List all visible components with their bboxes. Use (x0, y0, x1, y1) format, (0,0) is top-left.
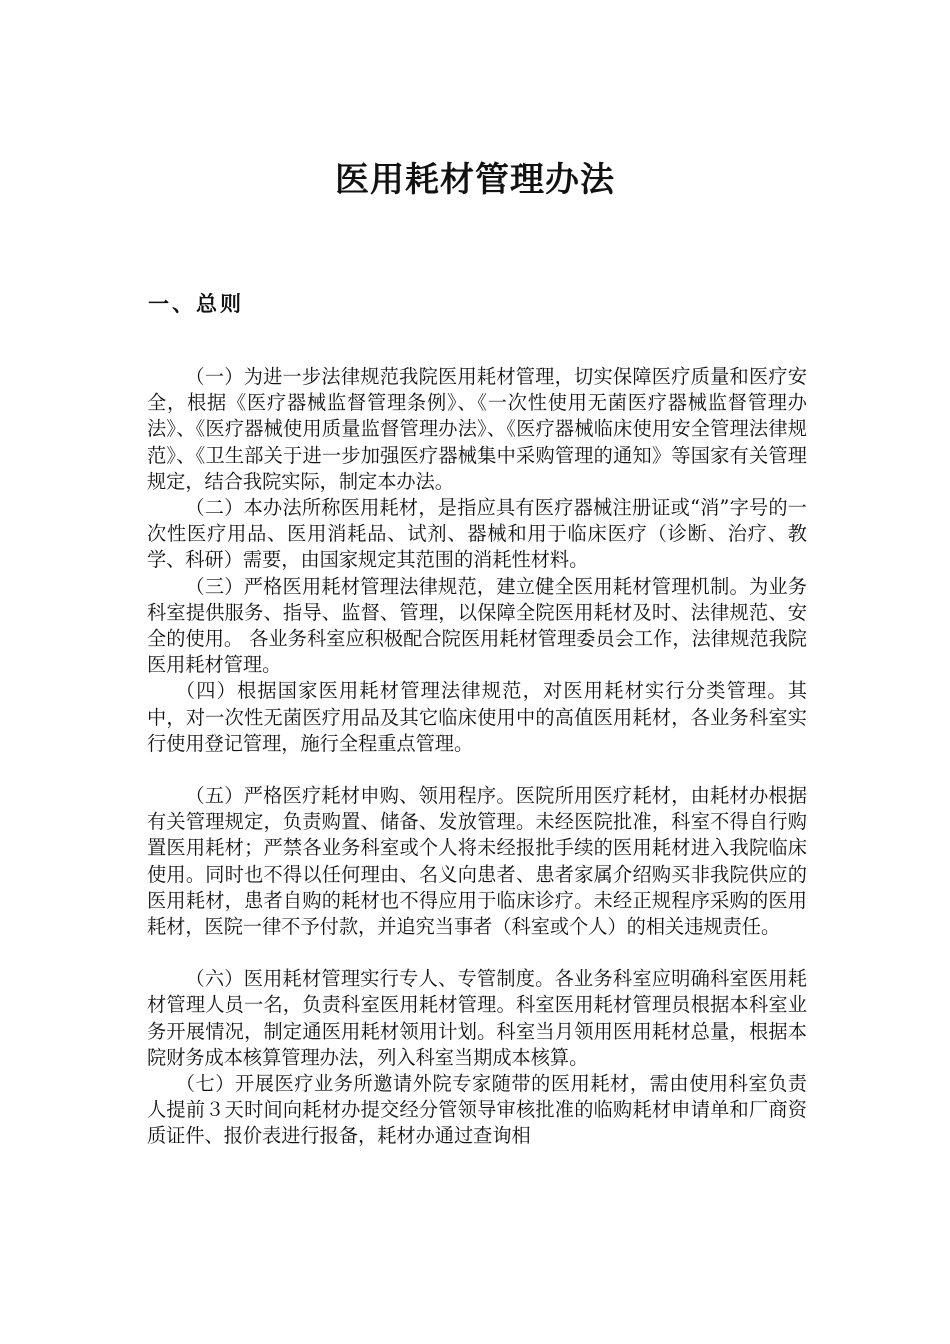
paragraph-1: （一）为进一步法律规范我院医用耗材管理，切实保障医疗质量和医疗安全，根据《医疗器械监督管理条例》、《一次性使用无菌医疗器械监督管理办法》、《医疗器械使用质量监督管理办法》、《医疗器械临床使用安全管理法律规范》、《卫生部关于进一步加强医疗器械集中采购管理的通知》等国家有关管理规定，结合我院实际，制定本办法。 (147, 365, 807, 493)
paragraph-5: （五）严格医疗耗材申购、领用程序。医院所用医疗耗材，由耗材办根据有关管理规定，负责购置、储备、发放管理。未经医院批准，科室不得自行购置医用耗材；严禁各业务科室或个人将未经报批手续的医用耗材进入我院临床使用。同时也不得以任何理由、名义向患者、患者家属介绍购买非我院供应的医用耗材，患者自购的耗材也不得应用于临床诊疗。未经正规程序采购的医用耗材，医院一律不予付款，并追究当事者（科室或个人）的相关违规责任。 (147, 784, 807, 939)
paragraph-4: （四）根据国家医用耗材管理法律规范，对医用耗材实行分类管理。其中，对一次性无菌医疗用品及其它临床使用中的高值医用耗材，各业务科室实行使用登记管理，施行全程重点管理。 (147, 679, 807, 755)
paragraph-2: （二）本办法所称医用耗材，是指应具有医疗器械注册证或“消”字号的一次性医疗用品、医用消耗品、试剂、器械和用于临床医疗（诊断、治疗、教学、科研）需要，由国家规定其范围的消耗性材料。 (147, 496, 807, 572)
document-body (147, 364, 807, 1150)
document-title: 医用耗材管理办法 (335, 160, 615, 200)
paragraph-3: （三）严格医用耗材管理法律规范，建立健全医用耗材管理机制。为业务科室提供服务、指导、监督、管理，以保障全院医用耗材及时、法律规范、安全的使用。 各业务科室应积极配合院医用耗材管理委员会工作，法律规范我院医用耗材管理。 (147, 574, 807, 677)
paragraph-7: （七）开展医疗业务所邀请外院专家随带的医用耗材，需由使用科室负责人提前３天时间向耗材办提交经分管领导审核批准的临购耗材申请单和厂商资质证件、报价表进行报备，耗材办通过查询相 (147, 1072, 807, 1148)
section-heading: 一、总则 (148, 292, 244, 316)
paragraph-6: （六）医用耗材管理实行专人、专管制度。各业务科室应明确科室医用耗材管理人员一名，负责科室医用耗材管理。科室医用耗材管理员根据本科室业务开展情况，制定通医用耗材领用计划。科室当月领用医用耗材总量，根据本院财务成本核算管理办法，列入科室当期成本核算。 (147, 967, 807, 1069)
